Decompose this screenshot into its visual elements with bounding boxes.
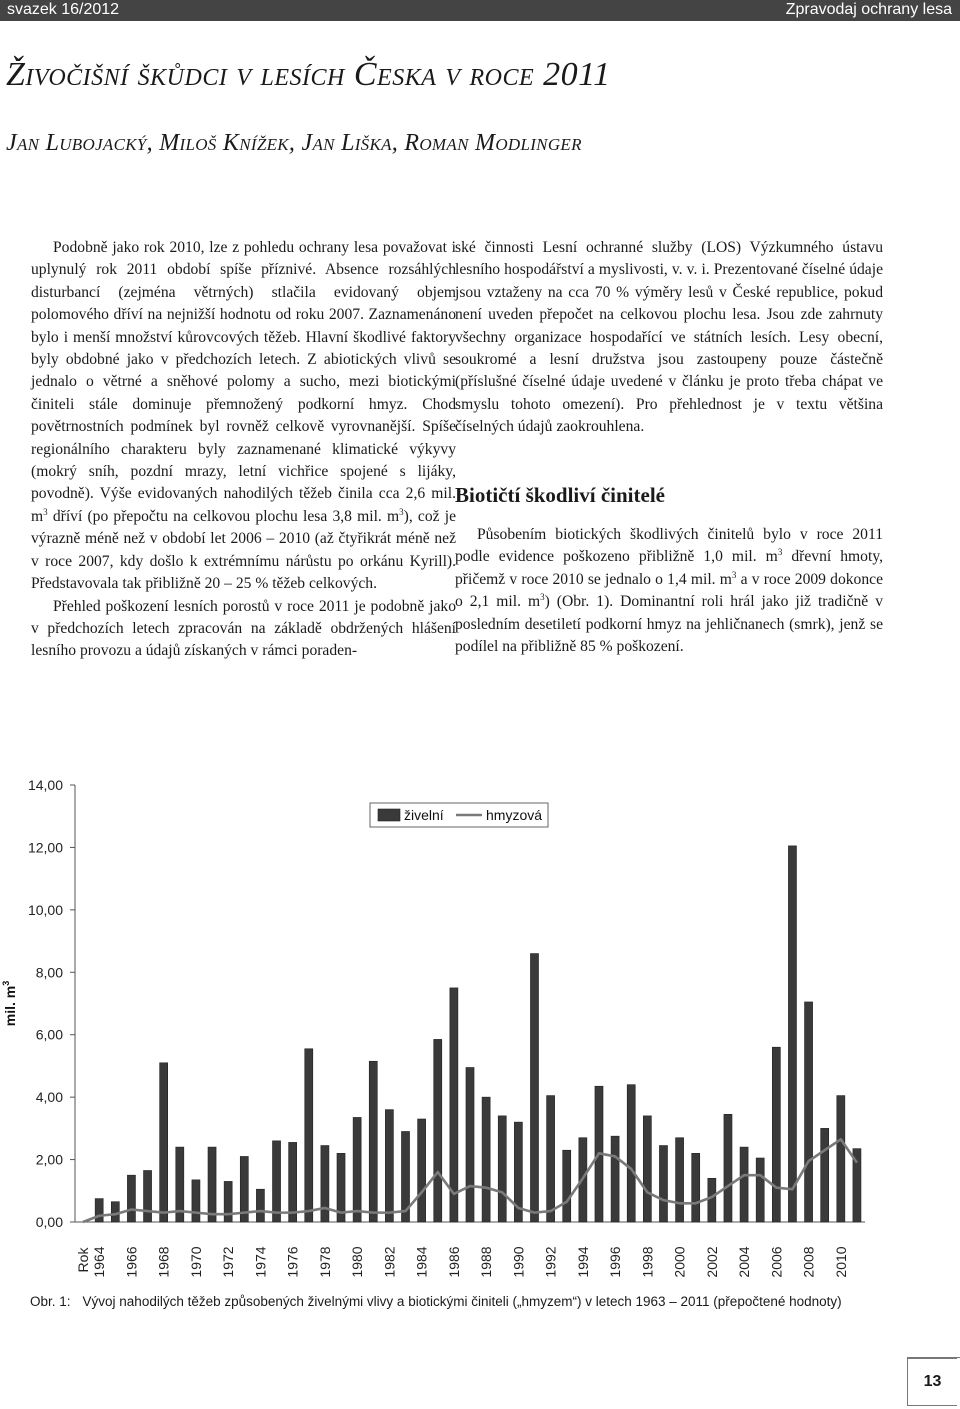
- bar-zivelni: [466, 1067, 474, 1222]
- bar-zivelni: [224, 1181, 232, 1222]
- x-tick-label: 1990: [510, 1246, 527, 1278]
- x-tick-label: 2004: [736, 1246, 753, 1278]
- bar-zivelni: [95, 1199, 103, 1222]
- x-tick-label: 1964: [91, 1246, 108, 1278]
- left-column: [31, 237, 456, 663]
- bar-zivelni: [740, 1147, 748, 1222]
- x-tick-label: 1996: [607, 1246, 624, 1278]
- section-heading: Biotičtí škodliví činitelé: [455, 482, 665, 507]
- x-tick-label: 1994: [574, 1246, 591, 1278]
- bar-zivelni: [321, 1146, 329, 1222]
- y-tick-label: 8,00: [35, 964, 63, 981]
- bar-zivelni: [385, 1110, 393, 1222]
- x-tick-label: 1986: [445, 1246, 462, 1278]
- x-tick-label: 1988: [478, 1246, 495, 1278]
- caption-text: Vývoj nahodilých těžeb způsobených živelnými vlivy a biotickými činiteli („hmyzem“) v letech 1963 – 2011 (přepočtené hodnoty): [82, 1294, 842, 1309]
- y-tick-label: 4,00: [35, 1089, 63, 1106]
- y-tick-label: 14,00: [27, 777, 63, 793]
- y-tick-label: 0,00: [35, 1214, 63, 1230]
- y-tick-label: 6,00: [35, 1026, 63, 1043]
- x-tick-label: 1968: [155, 1246, 172, 1278]
- bar-zivelni: [692, 1153, 700, 1222]
- bar-zivelni: [369, 1061, 377, 1222]
- page-number: 13: [907, 1358, 957, 1406]
- x-tick-label: 1980: [349, 1246, 366, 1278]
- x-tick-label: 1978: [316, 1246, 333, 1278]
- x-tick-label: 1998: [639, 1246, 656, 1278]
- y-axis-label: mil. $m^3$: [1, 980, 18, 1027]
- x-tick-label: 2002: [703, 1246, 720, 1278]
- paragraph-overview: Přehled poškození lesních porostů v roce 2011 je podobně jako v předchozích letech zpracován na základě obdržených hlášení lesního provozu a údajů získaných v rámci poraden-: [31, 597, 456, 660]
- paragraph-continued: ské činnosti Lesní ochranné služby (LOS) Výzkumného ústavu lesního hospodářství a myslivosti, v. v. i. Prezentované číselné údaje jsou vztaženy na cca 70 % výměry lesů v České republice, pokud není uveden přepočet na celkovou plochu lesa. Jsou zde zahrnuty všechny organizace hospodařící ve státních lesích. Lesy obecní, soukromé a lesní družstva jsou zastoupeny pouze částečně (příslušné číselné údaje uvedené v článku je proto třeba chápat ve smyslu tohoto omezení). Pro přehlednost je v textu většina číselných údajů zaokrouhlena.: [455, 239, 883, 436]
- bar-zivelni: [498, 1116, 506, 1222]
- journal-name: Zpravodaj ochrany lesa: [785, 1, 952, 18]
- bar-zivelni: [192, 1180, 200, 1222]
- bar-zivelni: [273, 1141, 281, 1222]
- x-tick-label: 2010: [832, 1246, 849, 1278]
- bar-zivelni: [547, 1096, 555, 1222]
- bar-zivelni: [724, 1114, 732, 1222]
- paragraph-biotic: Působením biotických škodlivých činitelů bylo v roce 2011 podle evidence poškozeno přibližně 1,0 mil. $m^3$ dřevní hmoty, přičemž v roce 2010 se jednalo o 1,4 mil. $m^3$ a v roce 2009 dokonce o 2,1 mil. $m^3$) (Obr. 1). Dominantní roli hrál jako již tradičně v posledním desetiletí podkorní hmyz na jehličnanech (smrk), jenž se podílel na přibližně 85 % poškození.: [455, 526, 883, 656]
- legend-label-zivelni: živelní: [404, 807, 444, 823]
- bar-zivelni: [418, 1119, 426, 1222]
- bar-zivelni: [837, 1096, 845, 1222]
- bar-zivelni: [708, 1178, 716, 1222]
- x-tick-label: 2000: [671, 1246, 688, 1278]
- bar-zivelni: [450, 988, 458, 1222]
- x-tick-label: 1976: [284, 1246, 301, 1278]
- bar-zivelni: [643, 1116, 651, 1222]
- bar-zivelni: [208, 1147, 216, 1222]
- article-authors: Jan Lubojacký, Miloš Knížek, Jan Liška, Roman Modlinger: [6, 130, 582, 156]
- bar-zivelni: [144, 1170, 152, 1222]
- bar-zivelni: [482, 1097, 490, 1222]
- figure-chart: [0, 760, 960, 1290]
- x-tick-label: 2008: [800, 1246, 817, 1278]
- legend-label-hmyzova: hmyzová: [486, 807, 543, 823]
- x-tick-label: 1966: [123, 1246, 140, 1278]
- issue-label: svazek 16/2012: [7, 1, 120, 18]
- bar-zivelni: [305, 1049, 313, 1222]
- bar-zivelni: [756, 1158, 764, 1222]
- bar-zivelni: [659, 1146, 667, 1222]
- x-tick-label: 1972: [220, 1246, 237, 1278]
- right-column: [455, 237, 883, 659]
- timber-harvest-chart: [0, 760, 960, 1290]
- figure-caption: [30, 1294, 842, 1309]
- y-tick-label: 2,00: [35, 1151, 63, 1168]
- bar-zivelni: [563, 1150, 571, 1222]
- bar-zivelni: [127, 1175, 135, 1222]
- caption-label: Obr. 1:: [30, 1294, 71, 1309]
- legend-swatch-zivelni: [378, 809, 400, 821]
- bar-zivelni: [788, 846, 796, 1222]
- bar-zivelni: [353, 1117, 361, 1222]
- bar-zivelni: [805, 1002, 813, 1222]
- bar-zivelni: [434, 1039, 442, 1222]
- y-tick-label: 12,00: [27, 839, 63, 856]
- x-tick-label: 1970: [187, 1246, 204, 1278]
- bar-zivelni: [256, 1189, 264, 1222]
- running-header: [0, 0, 960, 21]
- bar-zivelni: [821, 1128, 829, 1222]
- bar-zivelni: [611, 1136, 619, 1222]
- bar-zivelni: [160, 1063, 168, 1222]
- bar-zivelni: [111, 1202, 119, 1222]
- x-tick-label: 1974: [252, 1246, 269, 1278]
- bar-zivelni: [676, 1138, 684, 1222]
- bar-zivelni: [530, 954, 538, 1222]
- bar-zivelni: [772, 1047, 780, 1222]
- x-tick-label: 1982: [381, 1246, 398, 1278]
- bar-zivelni: [289, 1142, 297, 1222]
- x-tick-label: 2006: [768, 1246, 785, 1278]
- paragraph-intro: Podobně jako rok 2010, lze z pohledu ochrany lesa považovat i uplynulý rok 2011 období spíše příznivé. Absence rozsáhlých disturbancí (zejména větrných) stlačila evidovaný objem polomového dříví na nejnižší hodnotu od roku 2007. Zaznamenáno bylo i menší množství kůrovcových těžeb. Hlavní škodlivé faktory byly obdobné jako v předchozích letech. Z abiotických vlivů se jednalo o větrné a sněhové polomy a sucho, mezi biotickými činiteli stále dominuje přemnožený podkorní hmyz. Chod povětrnostních podmínek byl rovněž celkově vyrovnanější. Spíše regionálního charakteru byly zaznamenané klimatické výkyvy (mokrý sníh, pozdní mrazy, letní vichřice spojené s lijáky, povodně). Výše evidovaných nahodilých těžeb činila cca 2,6 mil. $m^3$ dříví (po přepočtu na celkovou plochu lesa 3,8 mil. $m^3$), což je výrazně méně než v období let 2006 – 2010 (až čtyřikrát méně než v roce 2007, kdy došlo k extrémnímu nárůstu po orkánu Kyrill). Představovala tak přibližně 20 – 25 % těžeb celkových.: [31, 239, 457, 593]
- x-axis-label: Rok: [75, 1247, 92, 1273]
- x-tick-label: 1992: [542, 1246, 559, 1278]
- article-title: Živočišní škůdci v lesích Česka v roce 2011: [6, 56, 611, 93]
- bar-zivelni: [627, 1085, 635, 1222]
- x-tick-label: 1984: [413, 1246, 430, 1278]
- y-tick-label: 10,00: [27, 901, 63, 918]
